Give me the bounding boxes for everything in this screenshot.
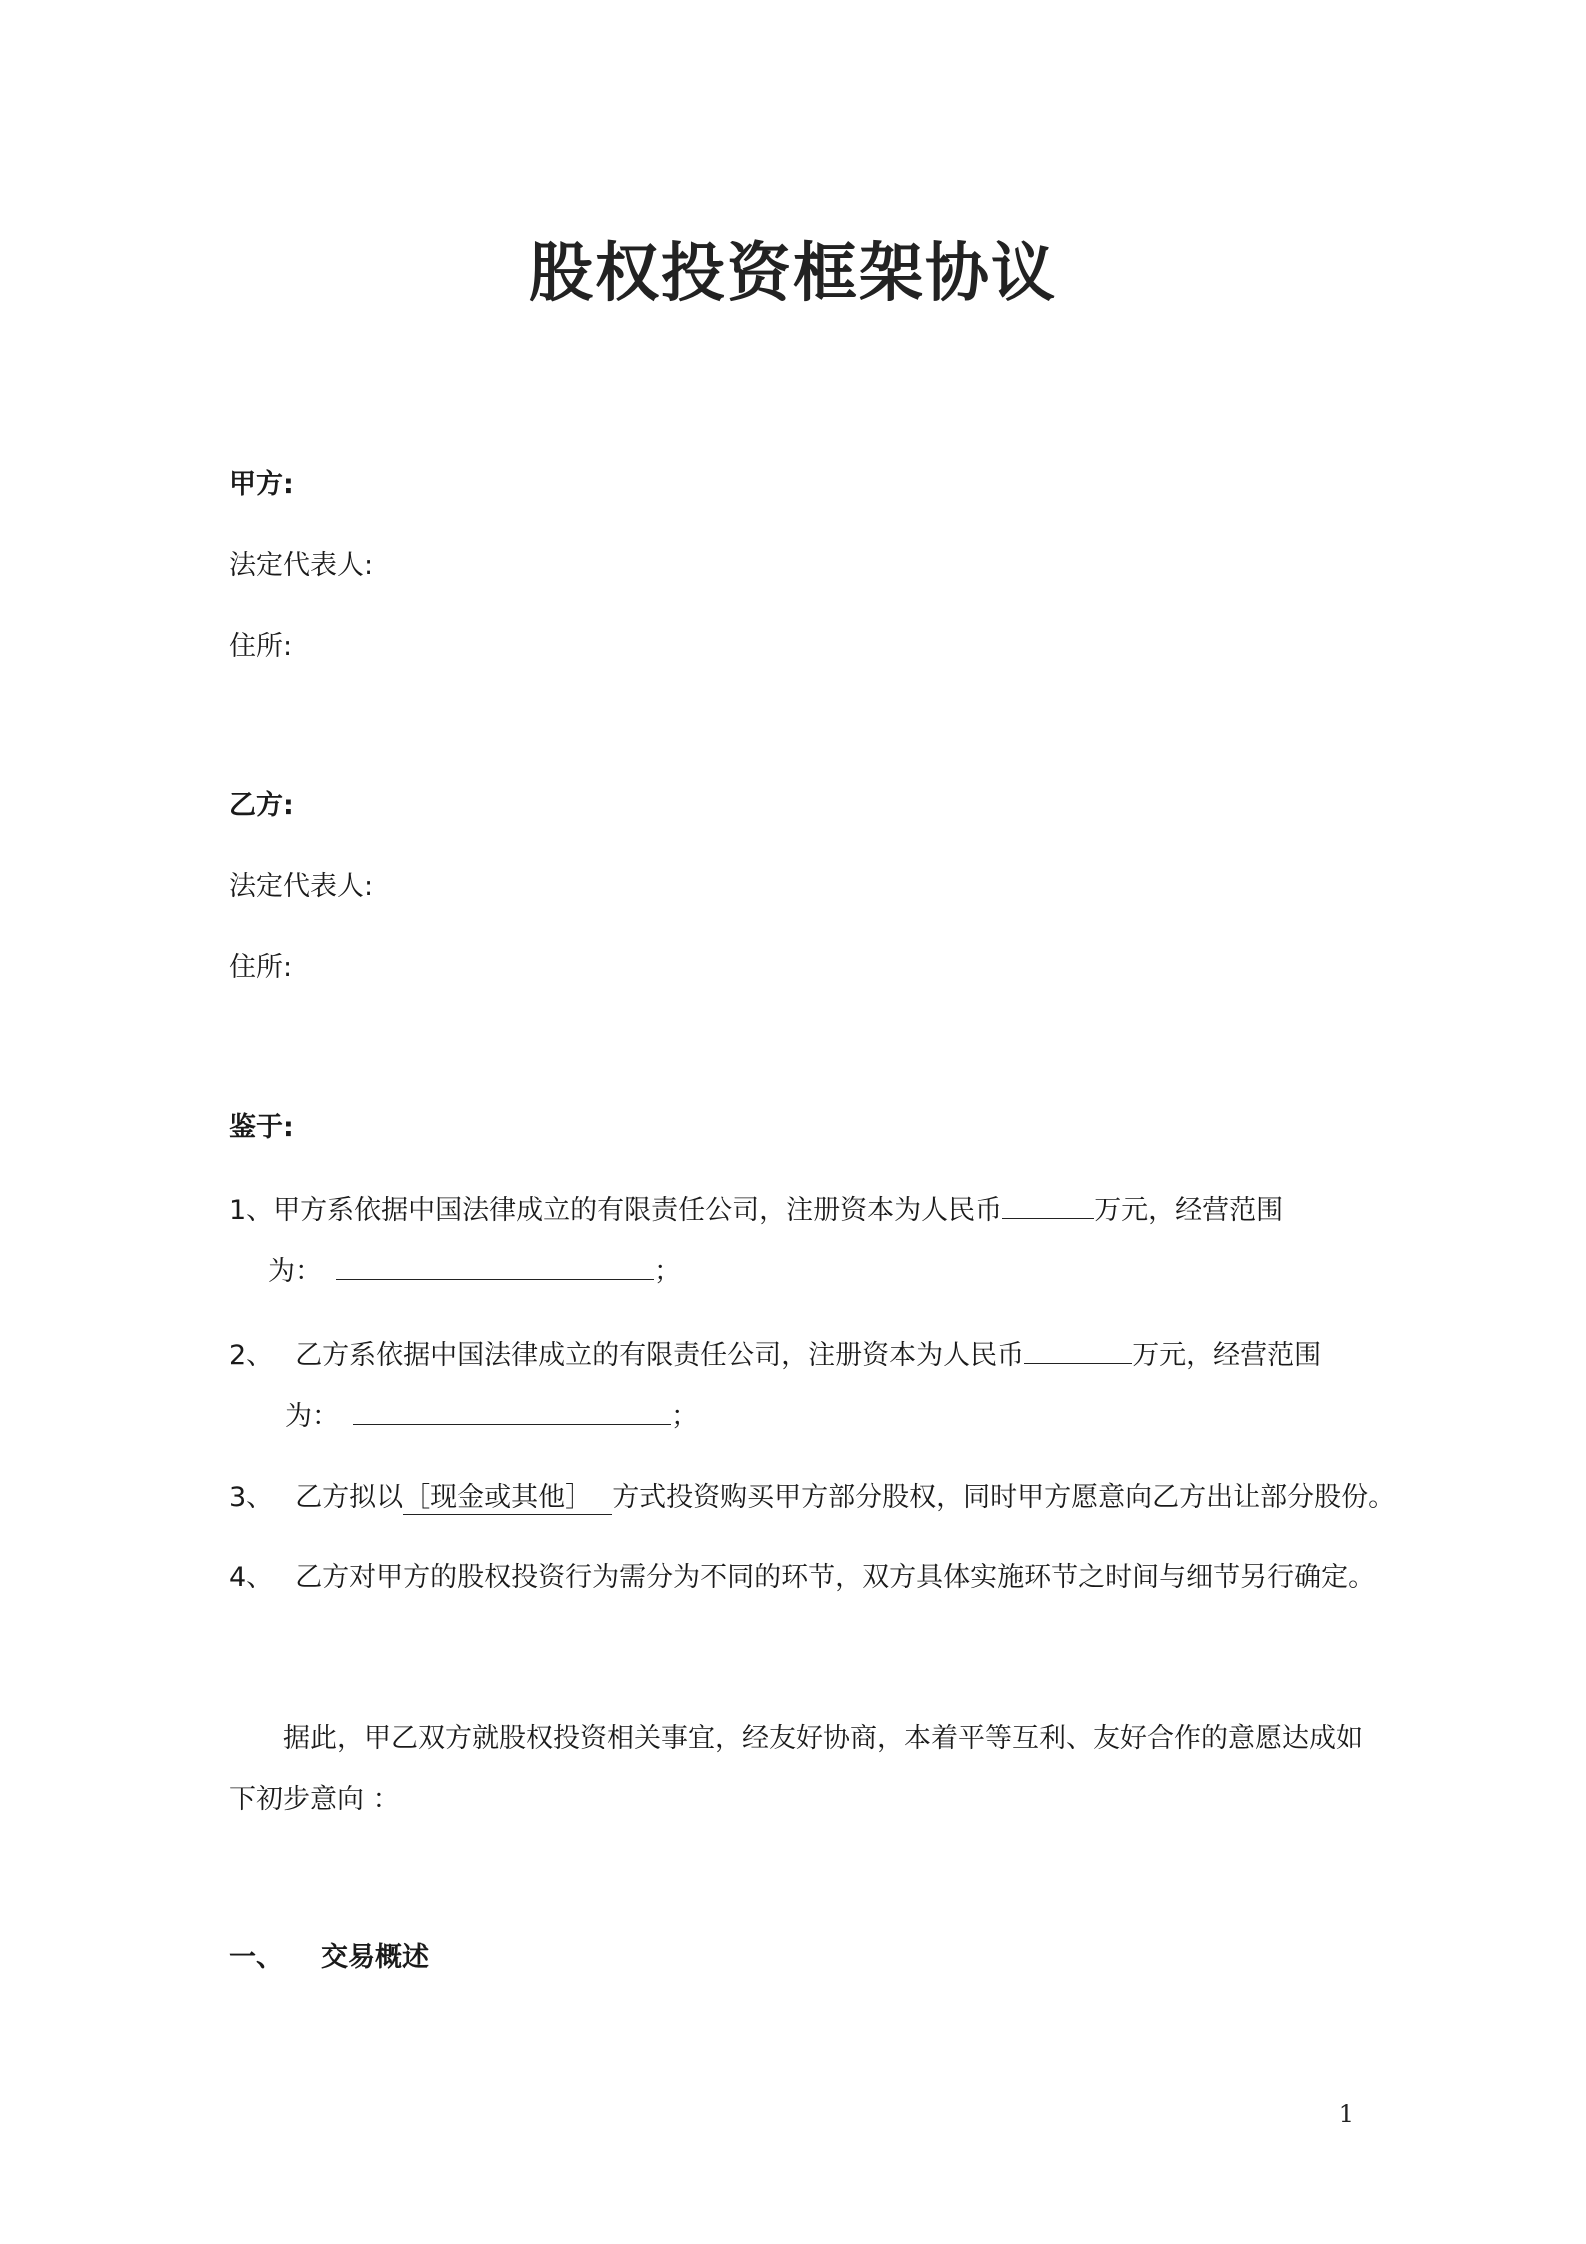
party-a-rep-label: 法定代表人: — [229, 550, 374, 581]
item-1-text-b: 万元，经营范围 — [1094, 1195, 1284, 1226]
item-4-number: 4、 — [229, 1562, 274, 1593]
item-1-semicolon: ； — [654, 1256, 681, 1287]
item-3-number: 3、 — [229, 1482, 274, 1513]
document-title: 股权投资框架协议 — [529, 237, 1057, 311]
section-1-heading — [229, 1935, 429, 1974]
item-4-text: 乙方对甲方的股权投资行为需分为不同的环节，双方具体实施环节之时间与细节另行确定。 — [295, 1562, 1376, 1593]
item-3-method-blank — [403, 1475, 612, 1515]
item-2-semicolon: ； — [671, 1401, 698, 1432]
conclusion-line-2: 下初步意向 ： — [229, 1784, 400, 1815]
item-1-text-a: 甲方系依据中国法律成立的有限责任公司，注册资本为人民币 — [273, 1195, 1003, 1226]
item-3-text-a: 乙方拟以 — [295, 1482, 404, 1513]
party-b-address-label: 住所: — [229, 952, 293, 983]
whereas-item-4 — [229, 1555, 1375, 1594]
section-1-title: 交易概述 — [321, 1942, 429, 1973]
whereas-label: 鉴于: — [229, 1112, 294, 1143]
item-2-number: 2、 — [229, 1340, 274, 1371]
party-b-rep-label: 法定代表人: — [229, 871, 374, 902]
item-2-scope-blank — [353, 1396, 671, 1425]
whereas-item-2-line2 — [285, 1394, 698, 1433]
item-3-bracket-text: ［现金或其他］ — [403, 1482, 593, 1513]
whereas-item-1-line2 — [268, 1249, 681, 1288]
page-number: 1 — [1338, 2100, 1354, 2128]
whereas-item-3 — [229, 1475, 1395, 1515]
section-1-number: 一、 — [229, 1942, 283, 1973]
item-2-capital-blank — [1024, 1335, 1132, 1364]
item-3-text-b: 方式投资购买甲方部分股权，同时甲方愿意向乙方出让部分股份。 — [612, 1482, 1396, 1513]
whereas-item-1 — [229, 1188, 1283, 1227]
item-1-scope-label: 为： — [268, 1256, 322, 1287]
item-2-text-b: 万元，经营范围 — [1132, 1340, 1322, 1371]
item-1-scope-blank — [336, 1251, 654, 1280]
party-a-label: 甲方: — [229, 469, 294, 500]
item-2-scope-label: 为： — [285, 1401, 339, 1432]
whereas-item-2 — [229, 1333, 1321, 1372]
party-b-label: 乙方: — [229, 790, 294, 821]
conclusion-line-1: 据此，甲乙双方就股权投资相关事宜，经友好协商，本着平等互利、友好合作的意愿达成如 — [283, 1723, 1363, 1754]
item-1-capital-blank — [1002, 1190, 1094, 1219]
item-2-text-a: 乙方系依据中国法律成立的有限责任公司，注册资本为人民币 — [295, 1340, 1025, 1371]
party-a-address-label: 住所: — [229, 631, 293, 662]
item-1-number: 1、 — [229, 1195, 274, 1226]
